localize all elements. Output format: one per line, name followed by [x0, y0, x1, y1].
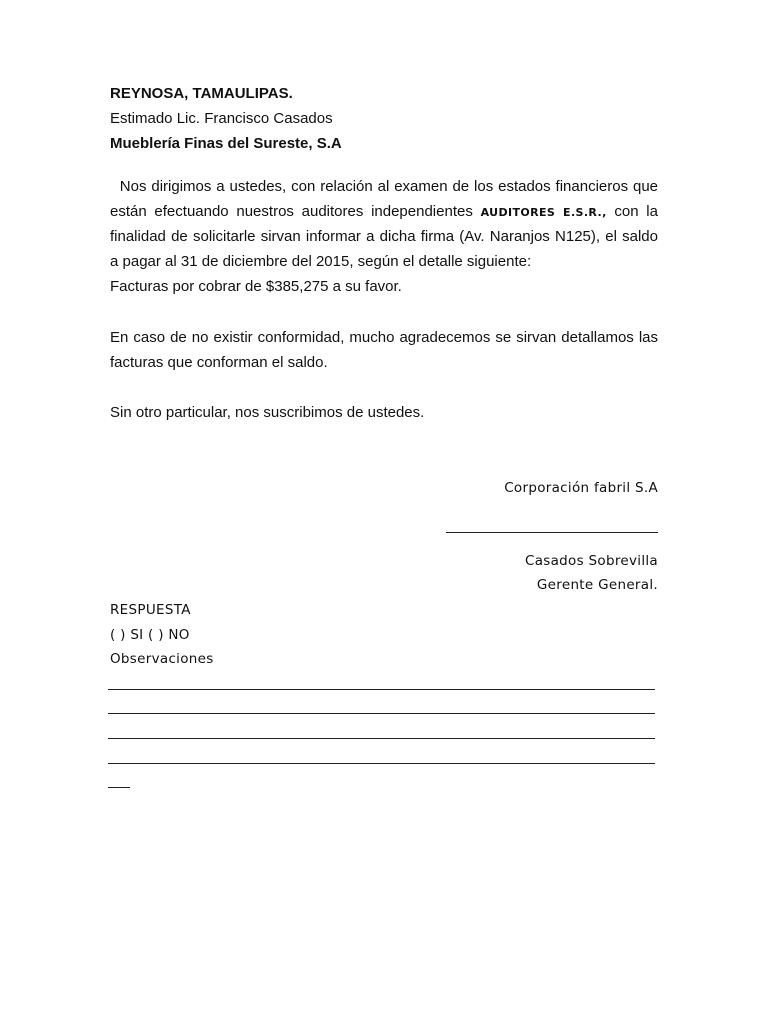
- paragraph-1-text-end: con la: [606, 203, 658, 220]
- signing-corporation: Corporación fabril S.A: [504, 480, 658, 496]
- signer-title: Gerente General.: [536, 577, 658, 593]
- observation-line: [108, 689, 655, 690]
- paragraph-1-text: están efectuando nuestros auditores independientes: [110, 203, 481, 220]
- recipient-company: Mueblería Finas del Sureste, S.A: [110, 135, 342, 152]
- city-heading: REYNOSA, TAMAULIPAS.: [110, 85, 293, 102]
- response-options: ( ) SI ( ) NO: [110, 627, 190, 643]
- paragraph-1-line-4: a pagar al 31 de diciembre del 2015, según el detalle siguiente:: [110, 253, 532, 270]
- paragraph-1-line-1: Nos dirigimos a ustedes, con relación al examen de los estados financieros que: [110, 178, 658, 195]
- observation-line: [108, 738, 655, 739]
- paragraph-1-line-3: finalidad de solicitarle sirvan informar a dicha firma (Av. Naranjos N125), el saldo: [110, 228, 658, 245]
- paragraph-1-line-5: Facturas por cobrar de $385,275 a su favor.: [110, 278, 402, 295]
- observations-label: Observaciones: [110, 651, 214, 667]
- closing-line: Sin otro particular, nos suscribimos de ustedes.: [110, 404, 425, 421]
- paragraph-1-line-2: [110, 202, 658, 223]
- observation-line-end: [108, 787, 130, 788]
- signer-name: Casados Sobrevilla: [524, 553, 658, 569]
- paragraph-2-line-2: facturas que conforman el saldo.: [110, 354, 328, 371]
- response-heading: RESPUESTA: [110, 602, 191, 618]
- observation-line: [108, 763, 655, 764]
- auditor-name: AUDITORES E.S.R.,: [480, 206, 607, 219]
- paragraph-2-line-1: En caso de no existir conformidad, mucho agradecemos se sirvan detallamos las: [110, 329, 658, 346]
- signature-line: [446, 532, 658, 533]
- salutation: Estimado Lic. Francisco Casados: [110, 110, 333, 127]
- observation-line: [108, 713, 655, 714]
